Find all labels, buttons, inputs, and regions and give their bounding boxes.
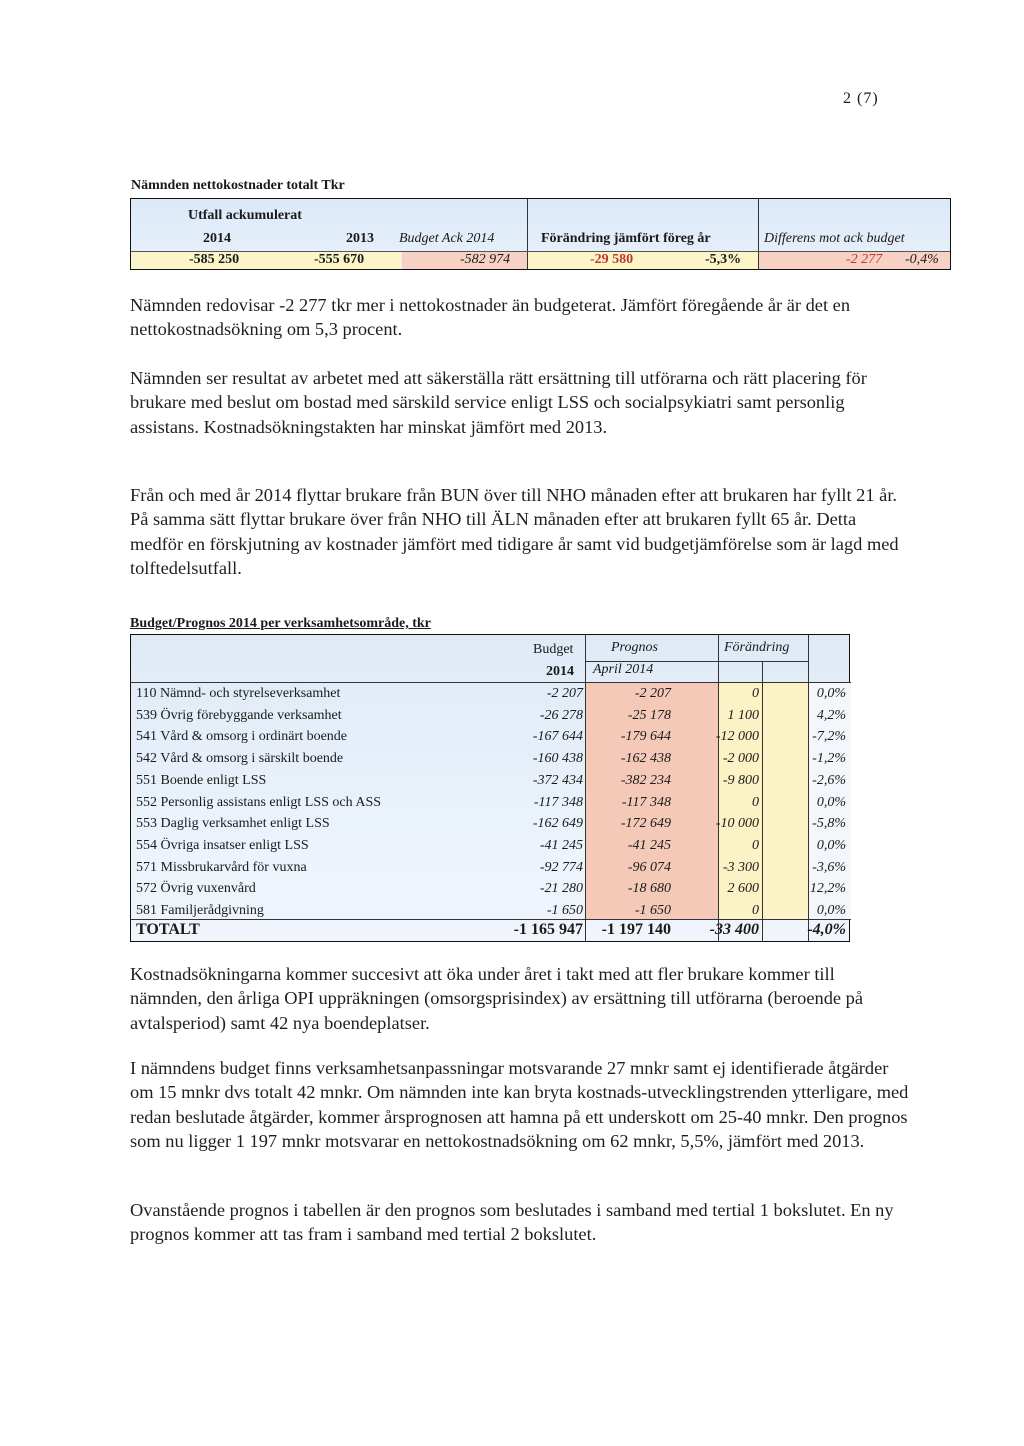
- row-pct: -1,2%: [812, 751, 846, 767]
- row-budget: -162 649: [532, 816, 583, 832]
- summary-val-budget: -582 974: [460, 252, 511, 267]
- paragraph-4: Kostnadsökningarna kommer succesivt att öka under året i takt med att fler brukare kommer till nämnden, den årliga OPI uppräkningen (omsorgsprisindex) av ersättning till utförarna (beroende på avtalsperiod) samt 42 nya boendeplatser.: [130, 964, 864, 1033]
- paragraph-1: Nämnden redovisar -2 277 tkr mer i nettokostnader än budgeterat. Jämfört föregående år är det en nettokostnadsökning om 5,3 procent.: [130, 295, 851, 340]
- row-diff: 0: [752, 837, 759, 853]
- row-diff: 0: [752, 794, 759, 810]
- row-pct: -2,6%: [812, 772, 846, 788]
- header-budget-year: 2014: [546, 664, 574, 679]
- row-pct: -3,6%: [812, 859, 846, 875]
- budget-table-caption: Budget/Prognos 2014 per verksamhetsområde, tkr: [130, 616, 431, 631]
- row-label: 552 Personlig assistans enligt LSS och ASS: [136, 794, 382, 810]
- table-divider: [762, 661, 763, 941]
- row-pct: -5,8%: [812, 816, 846, 832]
- row-budget: -1 650: [546, 903, 583, 918]
- row-prognos: -25 178: [627, 707, 671, 723]
- row-budget: -2 207: [546, 686, 583, 701]
- row-label: 110 Nämnd- och styrelseverksamhet: [136, 686, 341, 701]
- row-pct: 0,0%: [816, 903, 846, 918]
- row-diff: 1 100: [727, 707, 759, 723]
- row-budget: -117 348: [533, 794, 583, 810]
- row-prognos: -41 245: [627, 837, 671, 853]
- row-prognos: -96 074: [627, 859, 671, 875]
- row-prognos: -162 438: [620, 751, 671, 767]
- row-budget: -41 245: [539, 837, 583, 853]
- row-budget: -167 644: [532, 729, 583, 745]
- row-label: 539 Övrig förebyggande verksamhet: [136, 707, 342, 723]
- row-prognos: -18 680: [627, 881, 671, 897]
- row-pct: 4,2%: [816, 707, 846, 723]
- summary-val-change: -29 580: [590, 252, 634, 267]
- summary-val-diff-pct: -0,4%: [905, 252, 939, 267]
- total-diff: -33 400: [709, 921, 759, 938]
- row-prognos: -382 234: [620, 772, 671, 788]
- summary-divider: [758, 199, 759, 269]
- row-diff: -12 000: [715, 729, 759, 745]
- paragraph-3: Från och med år 2014 flyttar brukare från BUN över till NHO månaden efter att brukaren har fyllt 21 år. På samma sätt flyttar brukare över från NHO till ÄLN månaden efter att brukaren fyllt 65 år. Detta medför en förskjutning av kostnader jämfört med tidigare år samt vid budgetjämförelse som är lagd med tolftedelsutfall.: [130, 485, 899, 579]
- summary-col-change: Förändring jämfört föreg år: [541, 231, 711, 246]
- summary-val-2014: -585 250: [189, 252, 240, 267]
- row-label: 554 Övriga insatser enligt LSS: [136, 837, 309, 853]
- budget-table: [130, 634, 850, 942]
- summary-val-change-pct: -5,3%: [705, 252, 742, 267]
- table-divider: [585, 635, 586, 941]
- row-prognos: -117 348: [621, 794, 671, 810]
- row-diff: 0: [752, 903, 759, 918]
- row-pct: 0,0%: [816, 686, 846, 701]
- summary-row-divider: [131, 251, 950, 252]
- summary-divider: [527, 199, 528, 269]
- row-label: 581 Familjerådgivning: [136, 903, 264, 918]
- row-label: 571 Missbrukarvård för vuxna: [136, 859, 307, 875]
- header-budget: Budget: [533, 642, 574, 657]
- row-budget: -26 278: [539, 707, 583, 723]
- row-prognos: -2 207: [634, 686, 671, 701]
- total-prognos: -1 197 140: [601, 921, 671, 938]
- row-prognos: -172 649: [620, 816, 671, 832]
- summary-val-2013: -555 670: [314, 252, 365, 267]
- row-budget: -160 438: [532, 751, 583, 767]
- header-prognos-month: April 2014: [593, 662, 654, 677]
- row-budget: -92 774: [539, 859, 583, 875]
- paragraph-5: I nämndens budget finns verksamhetsanpassningar motsvarande 27 mnkr samt ej identifierade åtgärder om 15 mnkr dvs totalt 42 mnkr. Om nämnden inte kan bryta kostnads-utvecklingstrenden ytterligare, med redan beslutade åtgärder, kommer årsprognosen att hamna på ett underskott om 25-40 mnkr. Den prognos som nu ligger 1 197 mnkr motsvarar en nettokostnadsökning om 62 mnkr, 5,5%, jämfört med 2013.: [130, 1058, 909, 1152]
- total-pct: -4,0%: [807, 921, 846, 938]
- total-budget: -1 165 947: [513, 921, 583, 938]
- header-change: Förändring: [724, 640, 790, 655]
- summary-col-budget: Budget Ack 2014: [399, 231, 495, 246]
- header-prognos: Prognos: [611, 640, 658, 655]
- row-label: 553 Daglig verksamhet enligt LSS: [136, 816, 330, 832]
- row-prognos: -179 644: [620, 729, 671, 745]
- summary-table-caption: Nämnden nettokostnader totalt Tkr: [131, 178, 345, 193]
- row-pct: 0,0%: [816, 794, 846, 810]
- row-budget: -21 280: [539, 881, 583, 897]
- row-diff: -2 000: [722, 751, 759, 767]
- row-diff: 0: [752, 686, 759, 701]
- summary-table: [130, 198, 951, 270]
- table-divider: [718, 635, 719, 941]
- summary-col-2014: 2014: [203, 231, 231, 246]
- total-label: TOTALT: [136, 921, 200, 938]
- row-diff: -3 300: [722, 859, 759, 875]
- row-budget: -372 434: [532, 772, 583, 788]
- page-number: 2 (7): [843, 90, 879, 107]
- row-label: 541 Vård & omsorg i ordinärt boende: [136, 729, 348, 745]
- table-divider: [131, 682, 851, 683]
- row-label: 572 Övrig vuxenvård: [136, 881, 256, 897]
- row-label: 551 Boende enligt LSS: [136, 772, 267, 788]
- row-pct: -7,2%: [812, 729, 846, 745]
- paragraph-2: Nämnden ser resultat av arbetet med att säkerställa rätt ersättning till utförarna och rätt placering för brukare med beslut om bostad med särskild service enligt LSS och socialpsykiatri samt personlig assistans. Kostnadsökningstakten har minskat jämfört med 2013.: [130, 368, 867, 437]
- row-diff: 2 600: [727, 881, 759, 897]
- summary-group-label: Utfall ackumulerat: [188, 208, 302, 223]
- row-label: 542 Vård & omsorg i särskilt boende: [136, 751, 344, 767]
- summary-col-diff: Differens mot ack budget: [764, 231, 905, 246]
- summary-col-2013: 2013: [346, 231, 374, 246]
- summary-val-diff: -2 277: [846, 252, 883, 267]
- row-diff: -10 000: [715, 816, 759, 832]
- row-diff: -9 800: [722, 772, 759, 788]
- row-prognos: -1 650: [634, 903, 671, 918]
- row-pct: 12,2%: [809, 881, 846, 897]
- paragraph-6: Ovanstående prognos i tabellen är den prognos som beslutades i samband med tertial 1 bokslutet. En ny prognos kommer att tas fram i samband med tertial 2 bokslutet.: [130, 1200, 894, 1245]
- row-pct: 0,0%: [816, 837, 846, 853]
